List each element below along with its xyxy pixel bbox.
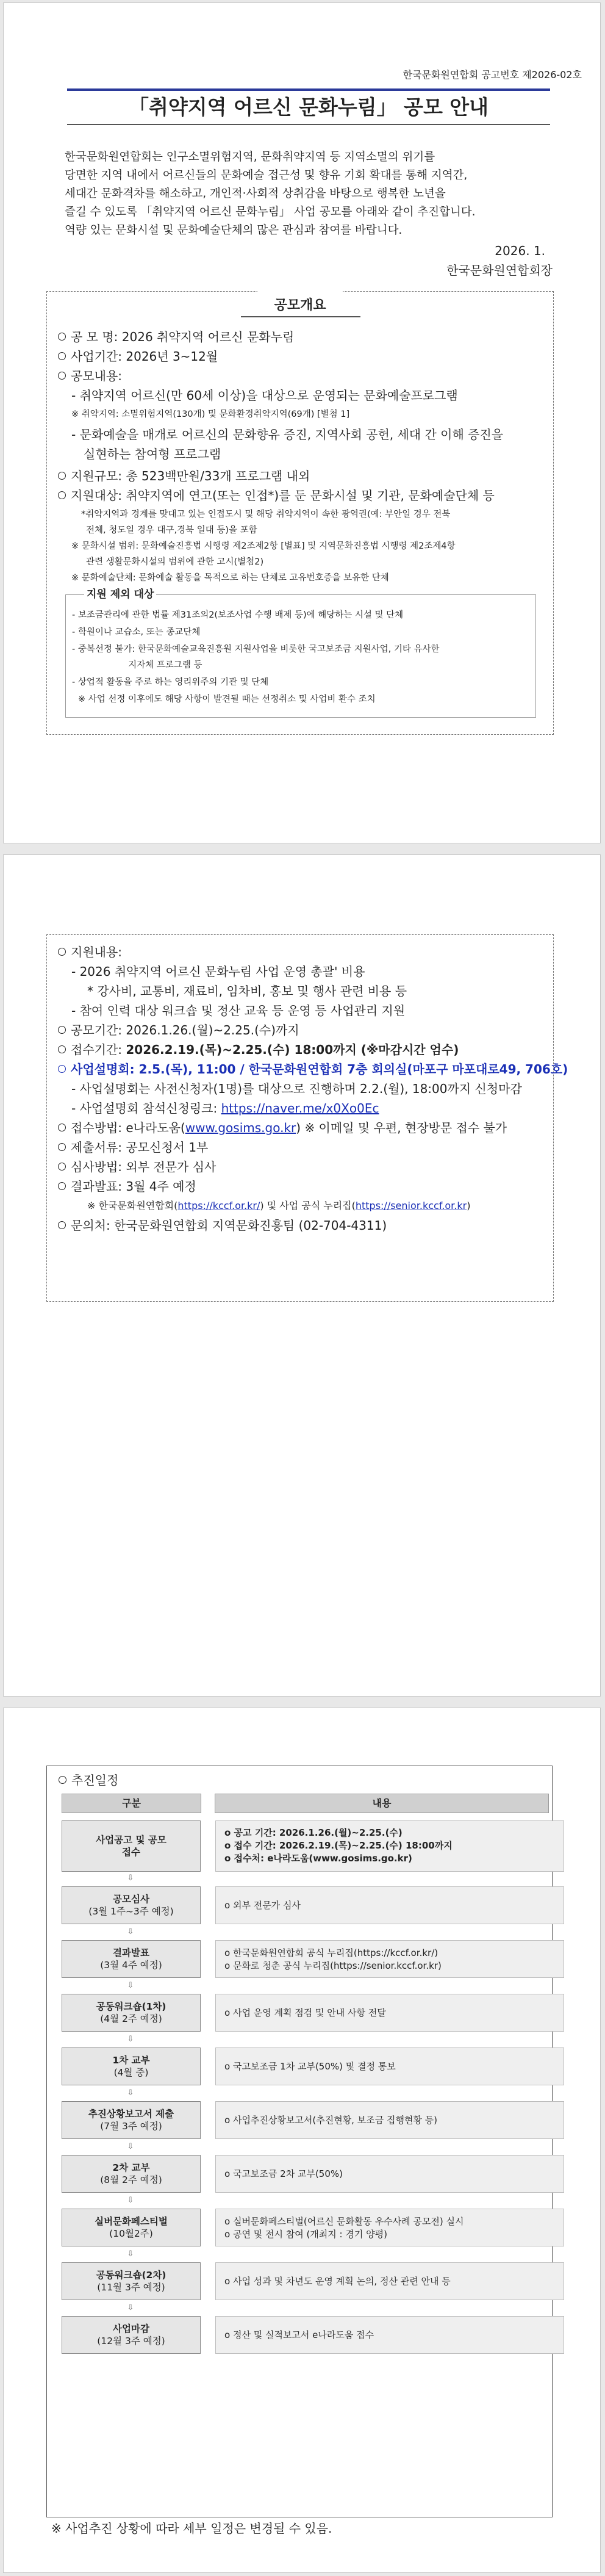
- step-desc: [215, 1940, 564, 1978]
- summary-item: 공모내용:: [58, 367, 122, 385]
- step-period: (12월 3주 예정): [97, 2336, 165, 2347]
- summary-subitem: - 문화예술을 매개로 어르신의 문화향유 증진, 지역사회 공헌, 세대 간 이해 증진을: [71, 427, 504, 442]
- step-desc-line: o 외부 전문가 심사: [224, 1900, 301, 1911]
- step-box: [62, 2316, 201, 2354]
- schedule-footnote: ※ 사업추진 상황에 따라 세부 일정은 변경될 수 있음.: [51, 2521, 332, 2536]
- step-box: [62, 1820, 201, 1872]
- document-signer: 한국문화원연합회장: [446, 263, 553, 278]
- step-desc: [215, 2316, 564, 2354]
- registration-link[interactable]: https://naver.me/x0Xo0Ec: [221, 1101, 379, 1116]
- step-desc-line: o 접수 기간: 2026.2.19.(목)~2.25.(수) 18:00까지: [224, 1840, 453, 1851]
- circle-bullet-icon: [58, 1143, 66, 1151]
- step-box: [62, 1994, 201, 2032]
- intro-line: 한국문화원연합회는 인구소멸위험지역, 문화취약지역 등 지역소멸의 위기를: [65, 151, 435, 164]
- step-desc-line: o 정산 및 실적보고서 e나라도움 접수: [224, 2329, 374, 2340]
- step-title: 사업마감: [113, 2323, 149, 2334]
- step-desc-line: o 사업 성과 및 차년도 운영 계획 논의, 정산 관련 안내 등: [224, 2276, 451, 2287]
- intro-line: 세대간 문화격차를 해소하고, 개인적·사회적 상취감을 바탕으로 행복한 노년을: [65, 187, 446, 200]
- step-desc-line: o 실버문화페스티벌(어르신 문화활동 우수사례 공모전) 실시: [224, 2216, 464, 2227]
- schedule-flow: [19, 1708, 586, 2502]
- intro-paragraph: [65, 148, 476, 240]
- support-subitem: - 사업설명회 참석신청링크: https://naver.me/x0Xo0Ec: [71, 1101, 379, 1116]
- step-box: [62, 2101, 201, 2139]
- step-desc-line: o 문화로 청춘 공식 누리집(https://senior.kccf.or.kr): [224, 1960, 442, 1971]
- down-arrow-icon: ⇩: [127, 2035, 134, 2044]
- step-desc-line: o 접수처: e나라도움(www.gosims.go.kr): [224, 1853, 412, 1864]
- step-title: 2차 교부: [112, 2162, 150, 2173]
- step-title: 실버문화페스티벌: [95, 2216, 168, 2227]
- kccf-link[interactable]: https://kccf.or.kr/: [177, 1200, 260, 1211]
- circle-bullet-icon: [58, 948, 66, 956]
- intro-line: 역량 있는 문화시설 및 문화예술단체의 많은 관심과 참여를 바랍니다.: [65, 224, 403, 237]
- step-box: [62, 1940, 201, 1978]
- step-period: (10월2주): [109, 2228, 153, 2239]
- document-date: 2026. 1.: [495, 244, 545, 258]
- summary-title: 공모개요: [274, 298, 326, 313]
- circle-bullet-icon: [58, 1182, 66, 1190]
- down-arrow-icon: ⇩: [127, 1981, 134, 1990]
- support-item: 지원내용:: [58, 943, 122, 961]
- summary-note: 관련 생활문화시설의 범위에 관한 고시(별첨2): [86, 557, 264, 567]
- circle-bullet-icon: [58, 472, 66, 480]
- gosims-link[interactable]: www.gosims.go.kr: [185, 1120, 296, 1135]
- page-3: [3, 1708, 601, 2573]
- step-desc-line: o 국고보조금 1차 교부(50%) 및 결정 통보: [224, 2061, 396, 2072]
- step-desc-line: o 공연 및 전시 참여 (개최지 : 경기 양평): [224, 2229, 387, 2240]
- step-desc: [215, 2047, 564, 2085]
- support-note: ※ 한국문화원연합회(https://kccf.or.kr/) 및 사업 공식 누리집(https://senior.kccf.or.kr): [87, 1200, 471, 1211]
- step-box: [62, 1886, 201, 1924]
- down-arrow-icon: ⇩: [127, 1874, 134, 1883]
- down-arrow-icon: ⇩: [127, 2196, 134, 2205]
- support-subitem: - 2026 취약지역 어르신 문화누림 사업 운영 총괄' 비용: [71, 964, 365, 979]
- step-period: (4월 2주 예정): [100, 2013, 162, 2024]
- step-desc-line: o 사업추진상황보고서(추진현황, 보조금 집행현황 등): [224, 2115, 438, 2126]
- step-desc-line: o 국고보조금 2차 교부(50%): [224, 2168, 343, 2179]
- step-desc: [215, 2209, 564, 2246]
- summary-box: [46, 291, 554, 735]
- summary-note: ※ 취약지역: 소멸위험지역(130개) 및 문화환경취약지역(69개) [별첨 1]: [71, 409, 350, 419]
- summary-item: 공 모 명: 2026 취약지역 어르신 문화누림: [58, 328, 294, 346]
- circle-bullet-icon: [58, 352, 66, 360]
- summary-item: 지원대상: 취약지역에 연고(또는 인접*)를 둔 문화시설 및 기관, 문화예술단체 등: [58, 487, 495, 505]
- step-period: (8월 2주 예정): [100, 2174, 162, 2185]
- support-subitem: - 사업설명회는 사전신청자(1명)를 대상으로 진행하며 2.2.(월), 18:00까지 신청마감: [71, 1081, 522, 1096]
- exclusion-note: ※ 사업 선정 이후에도 해당 사항이 발견될 때는 선정취소 및 사업비 환수 조치: [78, 695, 376, 704]
- intro-line: 당면한 지역 내에서 어르신들의 문화예술 접근성 및 향유 기회 확대를 통해 지역간,: [65, 169, 468, 182]
- exclusion-title: 지원 제외 대상: [84, 588, 156, 601]
- support-item: 공모기간: 2026.1.26.(월)~2.25.(수)까지: [58, 1022, 299, 1039]
- step-box: [62, 2262, 201, 2300]
- step-period: (7월 3주 예정): [100, 2121, 162, 2132]
- support-item: 접수기간: 2026.2.19.(목)~2.25.(수) 18:00까지 (※마감시간 엄수): [58, 1041, 459, 1059]
- title-underline: [67, 124, 550, 125]
- step-desc: [215, 1886, 564, 1924]
- step-period: (11월 3주 예정): [97, 2282, 165, 2293]
- summary-subitem: - 취약지역 어르신(만 60세 이상)을 대상으로 운영되는 문화예술프로그램: [71, 388, 458, 403]
- step-title: 추진상황보고서 제출: [88, 2109, 174, 2120]
- down-arrow-icon: ⇩: [127, 2142, 134, 2151]
- step-title: 공모심사: [113, 1894, 149, 1905]
- step-desc: [215, 2155, 564, 2193]
- step-period: (4월 중): [113, 2067, 149, 2078]
- step-title: 공동워크숍(1차): [96, 2001, 166, 2012]
- step-box: [62, 2047, 201, 2085]
- step-title: 결과발표: [113, 1947, 149, 1958]
- senior-kccf-link[interactable]: https://senior.kccf.or.kr: [355, 1200, 467, 1211]
- summary-item: 사업기간: 2026년 3~12월: [58, 348, 218, 366]
- step-desc: [215, 1820, 564, 1872]
- step-period: (3월 4주 예정): [100, 1960, 162, 1971]
- step-box: [62, 2209, 201, 2246]
- circle-bullet-icon: [58, 333, 66, 341]
- support-box: [46, 934, 568, 1302]
- exclusion-box: [65, 588, 536, 718]
- document-number: 한국문화원연합회 공고번호 제2026-02호: [403, 69, 582, 81]
- step-desc: [215, 1994, 564, 2032]
- support-item: 심사방법: 외부 전문가 심사: [58, 1158, 216, 1176]
- summary-note: *취약지역과 경계를 맞대고 있는 인접도시 및 해당 취약지역이 속한 광역권(예: 부안일 경우 전북: [81, 510, 451, 519]
- step-period: (3월 1주~3주 예정): [88, 1906, 174, 1917]
- page-1: [3, 2, 601, 843]
- circle-bullet-icon: [58, 1221, 66, 1229]
- support-item: 사업설명회: 2.5.(목), 11:00 / 한국문화원연합회 7층 회의실(마포구 마포대로49, 706호): [58, 1061, 568, 1078]
- step-desc: [215, 2101, 564, 2139]
- header-col-content: 내용: [215, 1794, 549, 1813]
- circle-bullet-icon: [58, 1026, 66, 1034]
- circle-bullet-icon: [58, 1045, 66, 1053]
- summary-item: 지원규모: 총 523백만원/33개 프로그램 내외: [58, 467, 310, 485]
- circle-bullet-icon: [58, 372, 66, 380]
- exclusion-item: - 상업적 활동을 주로 하는 영리위주의 기관 및 단체: [72, 677, 269, 687]
- step-box: [62, 2155, 201, 2193]
- step-desc-line: o 한국문화원연합회 공식 누리집(https://kccf.or.kr/): [224, 1947, 439, 1958]
- support-subitem: * 강사비, 교통비, 재료비, 임차비, 홍보 및 행사 관련 비용 등: [87, 984, 407, 998]
- circle-bullet-icon: [58, 1163, 66, 1171]
- down-arrow-icon: ⇩: [127, 2088, 134, 2098]
- circle-bullet-icon: [58, 1065, 66, 1073]
- step-title: 1차 교부: [112, 2055, 150, 2066]
- support-item: 접수방법: e나라도움(www.gosims.go.kr) ※ 이메일 및 우편, 현장방문 접수 불가: [58, 1119, 507, 1137]
- down-arrow-icon: ⇩: [127, 1927, 134, 1936]
- support-item: 문의처: 한국문화원연합회 지역문화진흥팀 (02-704-4311): [58, 1217, 387, 1235]
- step-desc: [215, 2262, 564, 2300]
- step-desc-line: o 사업 운영 계획 점검 및 안내 사항 전달: [224, 2007, 386, 2018]
- summary-note: ※ 문화예술단체: 문화예술 활동을 목적으로 하는 단체로 고유번호증을 보유한 단체: [71, 573, 389, 583]
- circle-bullet-icon: [58, 491, 66, 499]
- support-item: 제출서류: 공모신청서 1부: [58, 1139, 208, 1156]
- page-title: 「취약지역 어르신 문화누림」 공모 안내: [128, 95, 489, 119]
- summary-subitem-cont: 실현하는 참여형 프로그램: [84, 447, 221, 461]
- down-arrow-icon: ⇩: [127, 2249, 134, 2259]
- circle-bullet-icon: [58, 1124, 66, 1131]
- summary-note: ※ 문화시설 범위: 문화예술진흥법 시행령 제2조제2항 [별표] 및 지역문화진흥법 시행령 제2조제4항: [71, 541, 456, 551]
- exclusion-item: - 학원이나 교습소, 또는 종교단체: [72, 627, 201, 637]
- support-subitem: - 참여 인력 대상 워크숍 및 정산 교육 등 운영 등 사업관리 지원: [71, 1003, 406, 1018]
- step-desc-line: o 공고 기간: 2026.1.26.(월)~2.25.(수): [224, 1827, 403, 1838]
- intro-line: 즐길 수 있도록 「취약지역 어르신 문화누림」 사업 공모를 아래와 같이 추진합니다.: [65, 206, 476, 218]
- step-title: 공동워크숍(2차): [96, 2270, 166, 2281]
- title-rule: [67, 88, 550, 91]
- down-arrow-icon: ⇩: [127, 2303, 134, 2312]
- exclusion-item: - 보조금관리에 관한 법률 제31조의2(보조사업 수행 배제 등)에 해당하는 시설 및 단체: [72, 610, 404, 620]
- support-item: 결과발표: 3월 4주 예정: [58, 1178, 196, 1196]
- summary-note: 전체, 청도일 경우 대구,경북 일대 등)을 포함: [86, 525, 257, 535]
- exclusion-item: 지자체 프로그램 등: [72, 660, 202, 670]
- header-col-category: 구분: [62, 1794, 201, 1813]
- schedule-heading: 추진일정: [59, 1772, 118, 1789]
- step-title: 사업공고 및 공모접수: [96, 1835, 166, 1858]
- exclusion-item: - 중복선정 불가: 한국문화예술교육진흥원 지원사업을 비롯한 국고보조금 지원사업, 기타 유사한: [72, 644, 440, 654]
- page-2: [3, 854, 601, 1697]
